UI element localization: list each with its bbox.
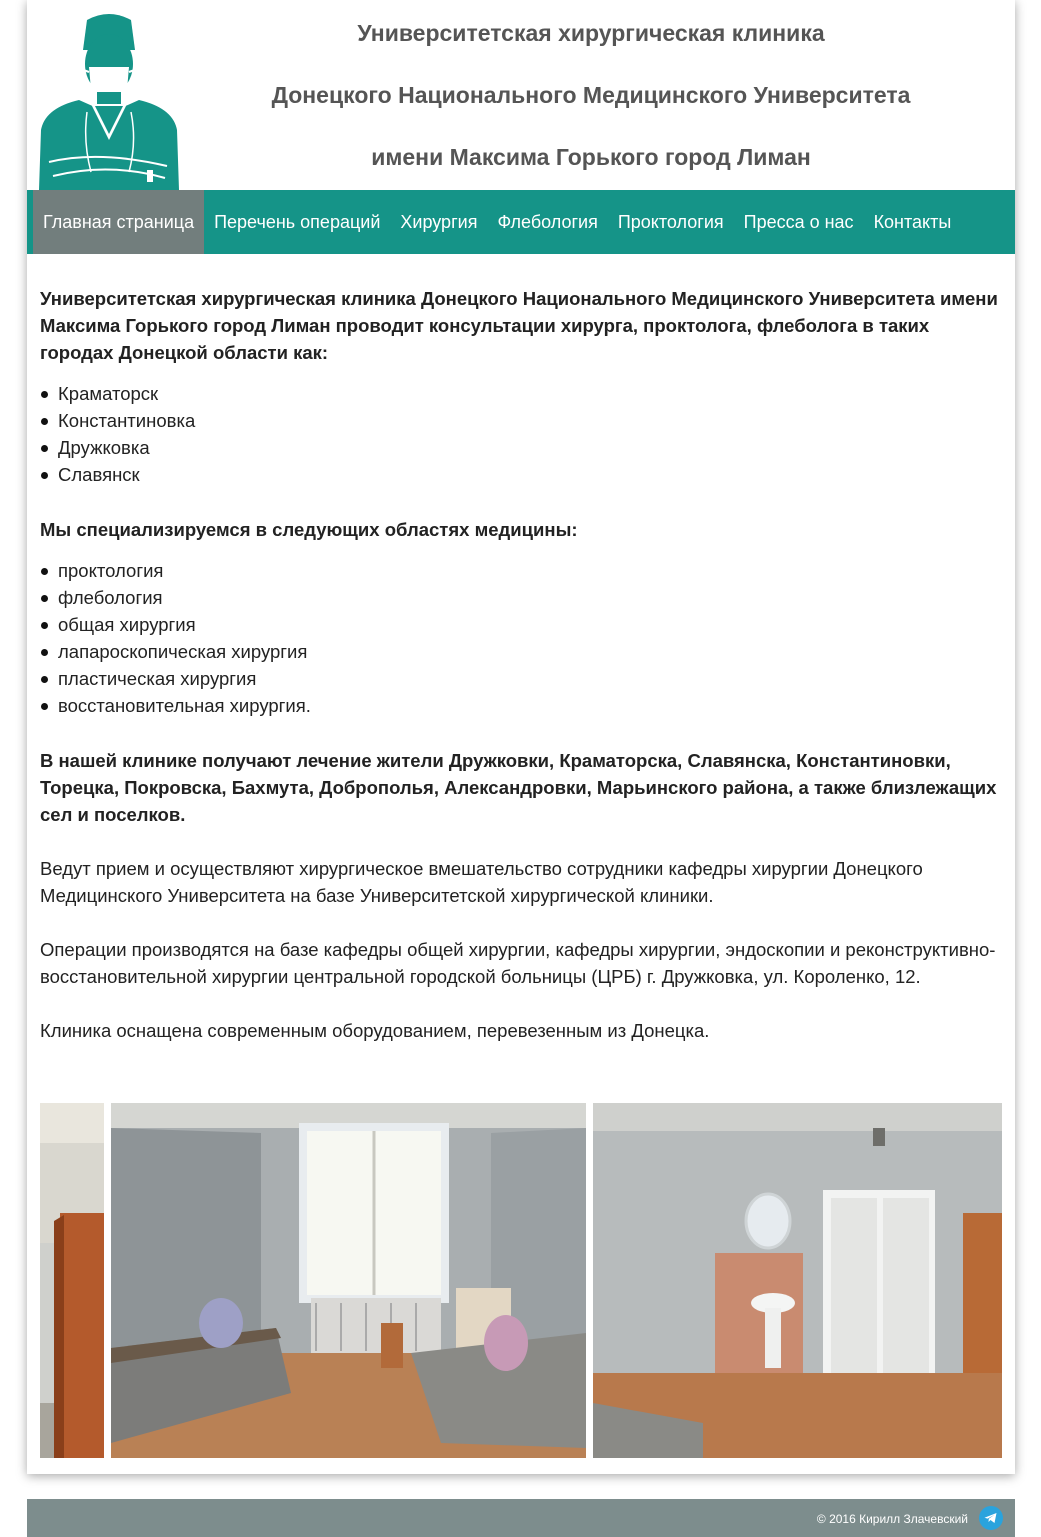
list-item: лапароскопическая хирургия	[40, 638, 1005, 665]
nav-contacts[interactable]: Контакты	[873, 212, 952, 232]
site-title	[217, 0, 965, 186]
nav-phlebology[interactable]: Флебология	[497, 212, 598, 232]
list-item: восстановительная хирургия.	[40, 692, 1005, 719]
equipment-text: Клиника оснащена современным оборудованием, перевезенным из Донецка.	[40, 1020, 710, 1041]
copyright-text: © 2016 Кирилл Злачевский	[816, 1512, 968, 1526]
photo-gallery	[40, 1103, 1002, 1458]
nav-press[interactable]: Пресса о нас	[743, 212, 854, 232]
telegram-icon[interactable]	[979, 1506, 1003, 1530]
list-item: проктология	[40, 557, 1005, 584]
specializations-list	[40, 557, 1005, 719]
list-item: флебология	[40, 584, 1005, 611]
list-item: пластическая хирургия	[40, 665, 1005, 692]
title-line-3: имени Максима Горького город Лиман	[371, 144, 811, 170]
main-content	[40, 285, 1005, 1044]
list-item: общая хирургия	[40, 611, 1005, 638]
list-item: Славянск	[40, 461, 1005, 488]
list-item: Дружковка	[40, 434, 1005, 461]
gallery-photo-3[interactable]	[593, 1103, 1002, 1458]
surgeon-icon[interactable]	[39, 12, 179, 190]
nav-operations-list[interactable]: Перечень операций	[214, 212, 381, 232]
residents-text: В нашей клинике получают лечение жители Дружковки, Краматорска, Славянска, Константиновки, Торецка, Покровска, Бахмута, Доброполья, Александровки, Марьинского района, а также близлежащих сел и поселков.	[40, 750, 997, 825]
intro-text: Университетская хирургическая клиника Донецкого Национального Медицинского Университета имени Максима Горького город Лиман проводит консультации хирурга, проктолога, флеболога в таких городах Донецкой области как:	[40, 288, 998, 363]
nav-proctology[interactable]: Проктология	[617, 212, 724, 232]
cities-list	[40, 380, 1005, 488]
header	[27, 0, 1015, 190]
operations-text: Операции производятся на базе кафедры общей хирургии, кафедры хирургии, эндоскопии и реконструктивно-восстановительной хирургии центральной городской больницы (ЦРБ) г. Дружковка, ул. Короленко, 12.	[40, 939, 996, 987]
nav-home[interactable]: Главная страница	[33, 190, 204, 254]
main-nav	[27, 190, 1015, 254]
footer	[27, 1499, 1015, 1537]
page-container	[27, 0, 1015, 1474]
specialization-heading: Мы специализируемся в следующих областях медицины:	[40, 519, 578, 540]
title-line-1: Университетская хирургическая клиника	[357, 20, 825, 46]
list-item: Константиновка	[40, 407, 1005, 434]
list-item: Краматорск	[40, 380, 1005, 407]
nav-surgery[interactable]: Хирургия	[400, 212, 478, 232]
staff-text: Ведут прием и осуществляют хирургическое вмешательство сотрудники кафедры хирургии Донецкого Медицинского Университета на базе Университетской хирургической клиники.	[40, 858, 923, 906]
title-line-2: Донецкого Национального Медицинского Университета	[271, 82, 911, 108]
gallery-photo-2[interactable]	[111, 1103, 586, 1458]
gallery-photo-1[interactable]	[40, 1103, 104, 1458]
